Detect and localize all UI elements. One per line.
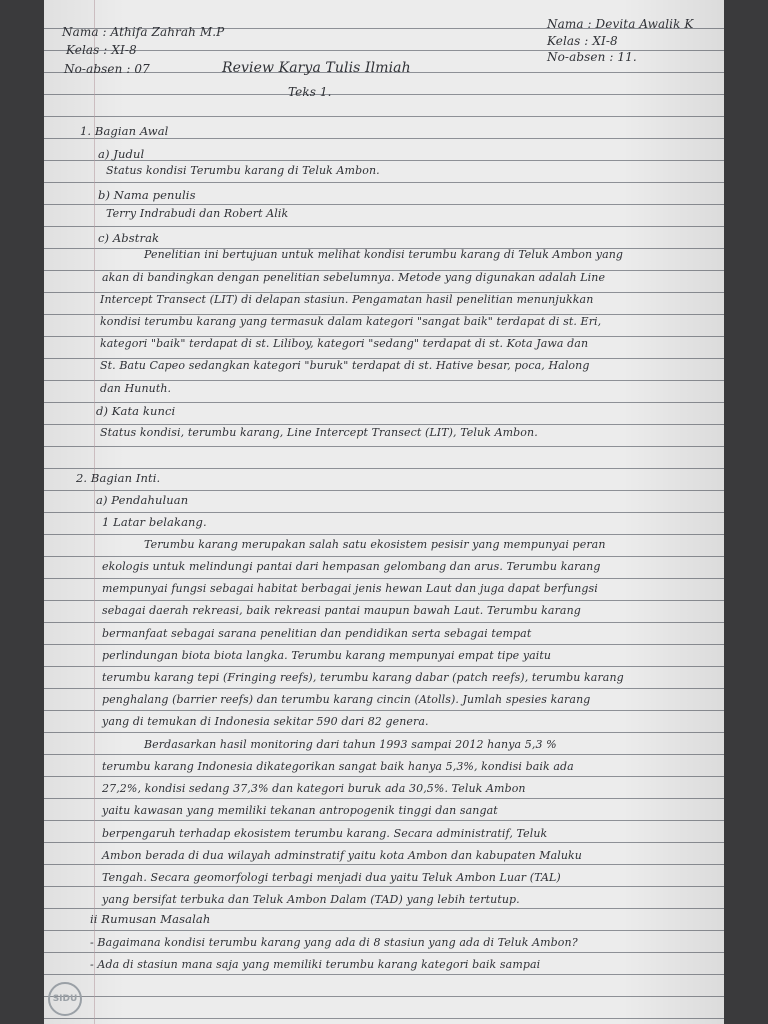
sidu-logo: SIDU <box>48 982 82 1016</box>
text-line: terumbu karang tepi (Fringing reefs), terumbu karang dabar (patch reefs), terumbu karang <box>102 671 624 684</box>
text-line: yaitu kawasan yang memiliki tekanan antropogenik tinggi dan sangat <box>102 804 498 817</box>
author-class-right: Kelas : XI-8 <box>547 34 618 48</box>
subsection-heading: 1 Latar belakang. <box>102 515 207 529</box>
text-line: Tengah. Secara geomorfologi terbagi menjadi dua yaitu Teluk Ambon Luar (TAL) <box>102 871 561 884</box>
text-line: Status kondisi, terumbu karang, Line Intercept Transect (LIT), Teluk Ambon. <box>100 426 538 439</box>
text-line: Terry Indrabudi dan Robert Alik <box>106 207 289 220</box>
text-line: dan Hunuth. <box>100 382 172 395</box>
section-heading: 1. Bagian Awal <box>80 124 169 138</box>
text-line: penghalang (barrier reefs) dan terumbu karang cincin (Atolls). Jumlah spesies karang <box>102 693 591 706</box>
text-line: Penelitian ini bertujuan untuk melihat kondisi terumbu karang di Teluk Ambon yang <box>144 248 624 261</box>
subsection-heading: d) Kata kunci <box>96 404 176 418</box>
text-line: terumbu karang Indonesia dikategorikan sangat baik hanya 5,3%, kondisi baik ada <box>102 760 574 773</box>
text-line: kategori "baik" terdapat di st. Liliboy, kategori "sedang" terdapat di st. Kota Jawa dan <box>100 337 589 350</box>
subsection-heading: c) Abstrak <box>98 231 160 245</box>
author-name-left: Nama : Athifa Zahrah M.P <box>62 25 225 39</box>
author-absen-right: No-absen : 11. <box>547 50 637 64</box>
text-line: St. Batu Capeo sedangkan kategori "buruk" terdapat di st. Hative besar, poca, Halong <box>100 359 590 372</box>
text-line: yang di temukan di Indonesia sekitar 590 dari 82 genera. <box>102 715 429 728</box>
section-heading: 2. Bagian Inti. <box>76 471 161 485</box>
notebook-page <box>44 0 724 1024</box>
page-subtitle: Teks 1. <box>288 85 332 99</box>
text-line: bermanfaat sebagai sarana penelitian dan pendidikan serta sebagai tempat <box>102 627 532 640</box>
text-line: - Ada di stasiun mana saja yang memiliki terumbu karang kategori baik sampai <box>90 958 541 971</box>
author-absen-left: No-absen : 07 <box>64 62 150 76</box>
text-line: perlindungan biota biota langka. Terumbu karang mempunyai empat tipe yaitu <box>102 649 552 662</box>
text-line: kondisi terumbu karang yang termasuk dalam kategori "sangat baik" terdapat di st. Eri, <box>100 315 602 328</box>
text-line: - Bagaimana kondisi terumbu karang yang ada di 8 stasiun yang ada di Teluk Ambon? <box>90 936 578 949</box>
author-name-right: Nama : Devita Awalik K <box>547 17 694 31</box>
text-line: Ambon berada di dua wilayah adminstratif yaitu kota Ambon dan kabupaten Maluku <box>102 849 582 862</box>
subsection-heading: ii Rumusan Masalah <box>90 912 211 926</box>
text-line: Terumbu karang merupakan salah satu ekosistem pesisir yang mempunyai peran <box>144 538 606 551</box>
text-line: ekologis untuk melindungi pantai dari hempasan gelombang dan arus. Terumbu karang <box>102 560 601 573</box>
text-line: Status kondisi Terumbu karang di Teluk Ambon. <box>106 164 380 177</box>
text-line: yang bersifat terbuka dan Teluk Ambon Dalam (TAD) yang lebih tertutup. <box>102 893 520 906</box>
subsection-heading: a) Judul <box>98 147 145 161</box>
text-line: 27,2%, kondisi sedang 37,3% dan kategori buruk ada 30,5%. Teluk Ambon <box>102 782 526 795</box>
subsection-heading: a) Pendahuluan <box>96 493 189 507</box>
author-class-left: Kelas : XI-8 <box>66 43 137 57</box>
text-line: akan di bandingkan dengan penelitian sebelumnya. Metode yang digunakan adalah Line <box>102 271 606 284</box>
subsection-heading: b) Nama penulis <box>98 188 196 202</box>
text-line: berpengaruh terhadap ekosistem terumbu karang. Secara administratif, Teluk <box>102 827 548 840</box>
page-title: Review Karya Tulis Ilmiah <box>222 60 411 76</box>
margin-line <box>94 0 95 1024</box>
text-line: sebagai daerah rekreasi, baik rekreasi pantai maupun bawah Laut. Terumbu karang <box>102 604 581 617</box>
text-line: Berdasarkan hasil monitoring dari tahun 1993 sampai 2012 hanya 5,3 % <box>144 738 557 751</box>
text-line: Intercept Transect (LIT) di delapan stasiun. Pengamatan hasil penelitian menunjukkan <box>100 293 594 306</box>
text-line: mempunyai fungsi sebagai habitat berbagai jenis hewan Laut dan juga dapat berfungsi <box>102 582 598 595</box>
